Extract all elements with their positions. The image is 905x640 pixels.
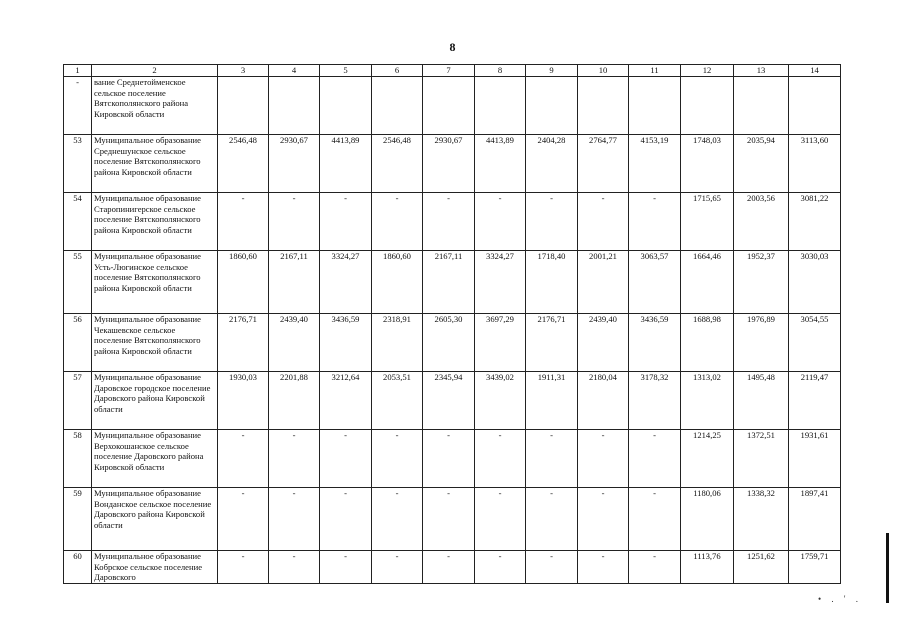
value-cell: 2201,88 xyxy=(269,372,320,430)
value-cell: 1372,51 xyxy=(734,430,789,488)
value-cell: - xyxy=(629,430,681,488)
value-cell: 1715,65 xyxy=(681,193,734,251)
header-cell: 8 xyxy=(475,65,526,77)
value-cell: 3439,02 xyxy=(475,372,526,430)
municipality-name: Муниципальное образование Вонданское сельское поселение Даровского района Кировской области xyxy=(92,488,218,551)
municipality-name: Муниципальное образование Даровское городское поселение Даровского района Кировской области xyxy=(92,372,218,430)
scan-edge-mark xyxy=(886,533,889,603)
value-cell: 1180,06 xyxy=(681,488,734,551)
value-cell: - xyxy=(269,488,320,551)
row-number: 55 xyxy=(64,251,92,314)
value-cell: - xyxy=(578,551,629,584)
value-cell: - xyxy=(475,430,526,488)
header-cell: 3 xyxy=(218,65,269,77)
value-cell: 4413,89 xyxy=(475,135,526,193)
value-cell: - xyxy=(372,193,423,251)
value-cell: 2764,77 xyxy=(578,135,629,193)
municipality-name: Муниципальное образование Усть-Люгинское сельское поселение Вятскополянского района Кировской области xyxy=(92,251,218,314)
value-cell: 2167,11 xyxy=(423,251,475,314)
value-cell: 1931,61 xyxy=(789,430,841,488)
value-cell: - xyxy=(320,193,372,251)
value-cell: 1976,89 xyxy=(734,314,789,372)
value-cell: 1759,71 xyxy=(789,551,841,584)
value-cell: 1495,48 xyxy=(734,372,789,430)
value-cell: - xyxy=(320,430,372,488)
header-cell: 11 xyxy=(629,65,681,77)
header-cell: 7 xyxy=(423,65,475,77)
row-number: 59 xyxy=(64,488,92,551)
value-cell: 1664,46 xyxy=(681,251,734,314)
value-cell: 3113,60 xyxy=(789,135,841,193)
value-cell: 2930,67 xyxy=(269,135,320,193)
value-cell xyxy=(475,77,526,135)
value-cell: 3697,29 xyxy=(475,314,526,372)
value-cell: - xyxy=(372,551,423,584)
municipality-name: Муниципальное образование Кобрское сельское поселение Даровского xyxy=(92,551,218,584)
value-cell: 2176,71 xyxy=(218,314,269,372)
value-cell: - xyxy=(475,193,526,251)
value-cell: - xyxy=(218,488,269,551)
value-cell: 4153,19 xyxy=(629,135,681,193)
value-cell: 1930,03 xyxy=(218,372,269,430)
page-number: 8 xyxy=(449,40,456,54)
value-cell: - xyxy=(526,430,578,488)
value-cell xyxy=(578,77,629,135)
row-number: - xyxy=(64,77,92,135)
value-cell: - xyxy=(629,551,681,584)
value-cell xyxy=(789,77,841,135)
value-cell: 2318,91 xyxy=(372,314,423,372)
header-row xyxy=(64,65,841,77)
value-cell: - xyxy=(629,488,681,551)
row-number: 53 xyxy=(64,135,92,193)
value-cell: - xyxy=(578,193,629,251)
value-cell: - xyxy=(269,551,320,584)
value-cell: 2404,28 xyxy=(526,135,578,193)
header-cell: 4 xyxy=(269,65,320,77)
table-row xyxy=(64,251,841,314)
municipality-name: Муниципальное образование Чекашевское сельское поселение Вятскополянского района Кировской области xyxy=(92,314,218,372)
value-cell: 2003,56 xyxy=(734,193,789,251)
value-cell: 2439,40 xyxy=(578,314,629,372)
value-cell: 3081,22 xyxy=(789,193,841,251)
header-cell: 5 xyxy=(320,65,372,77)
value-cell xyxy=(681,77,734,135)
value-cell: - xyxy=(269,193,320,251)
header-cell: 1 xyxy=(64,65,92,77)
value-cell: 3063,57 xyxy=(629,251,681,314)
value-cell: 3324,27 xyxy=(475,251,526,314)
municipality-name: Муниципальное образование Среднешунское сельское поселение Вятскополянского района Кировской области xyxy=(92,135,218,193)
value-cell: 1113,76 xyxy=(681,551,734,584)
value-cell: 2167,11 xyxy=(269,251,320,314)
value-cell xyxy=(372,77,423,135)
value-cell: - xyxy=(526,551,578,584)
value-cell xyxy=(423,77,475,135)
value-cell: 2035,94 xyxy=(734,135,789,193)
value-cell: - xyxy=(320,551,372,584)
value-cell: 4413,89 xyxy=(320,135,372,193)
value-cell: 3212,64 xyxy=(320,372,372,430)
value-cell: - xyxy=(423,551,475,584)
value-cell: 1688,98 xyxy=(681,314,734,372)
value-cell xyxy=(629,77,681,135)
value-cell: 1214,25 xyxy=(681,430,734,488)
value-cell: 1897,41 xyxy=(789,488,841,551)
value-cell: 1911,31 xyxy=(526,372,578,430)
table-row xyxy=(64,135,841,193)
value-cell: - xyxy=(423,488,475,551)
value-cell: 2001,21 xyxy=(578,251,629,314)
header-cell: 9 xyxy=(526,65,578,77)
table-row xyxy=(64,193,841,251)
value-cell: 1313,02 xyxy=(681,372,734,430)
value-cell: 1338,32 xyxy=(734,488,789,551)
municipality-name: Муниципальное образование Старопинигерское сельское поселение Вятскополянского района Кировской области xyxy=(92,193,218,251)
scan-specks: • . ' . xyxy=(818,594,863,604)
value-cell: 2546,48 xyxy=(218,135,269,193)
municipality-name: Муниципальное образование Верхокошанское сельское поселение Даровского района Кировской области xyxy=(92,430,218,488)
row-number: 60 xyxy=(64,551,92,584)
table-row xyxy=(64,488,841,551)
value-cell: - xyxy=(475,488,526,551)
value-cell: 2176,71 xyxy=(526,314,578,372)
header-cell: 6 xyxy=(372,65,423,77)
header-cell: 2 xyxy=(92,65,218,77)
table-row xyxy=(64,551,841,584)
value-cell: 2605,30 xyxy=(423,314,475,372)
value-cell: 2439,40 xyxy=(269,314,320,372)
value-cell: 3178,32 xyxy=(629,372,681,430)
value-cell: 1860,60 xyxy=(372,251,423,314)
value-cell: 3436,59 xyxy=(320,314,372,372)
value-cell: 2546,48 xyxy=(372,135,423,193)
value-cell: - xyxy=(218,193,269,251)
value-cell: 3436,59 xyxy=(629,314,681,372)
row-number: 57 xyxy=(64,372,92,430)
table-row xyxy=(64,314,841,372)
value-cell: - xyxy=(578,430,629,488)
value-cell: 1748,03 xyxy=(681,135,734,193)
value-cell: 3324,27 xyxy=(320,251,372,314)
value-cell: 3054,55 xyxy=(789,314,841,372)
table-row xyxy=(64,430,841,488)
value-cell: - xyxy=(218,430,269,488)
value-cell xyxy=(526,77,578,135)
row-number: 54 xyxy=(64,193,92,251)
value-cell: 2119,47 xyxy=(789,372,841,430)
header-cell: 13 xyxy=(734,65,789,77)
value-cell: 2053,51 xyxy=(372,372,423,430)
value-cell: - xyxy=(423,193,475,251)
value-cell: - xyxy=(372,488,423,551)
municipality-name: вание Среднетойменское сельское поселение Вятскополянского района Кировской области xyxy=(92,77,218,135)
value-cell xyxy=(269,77,320,135)
table-row xyxy=(64,372,841,430)
value-cell: - xyxy=(269,430,320,488)
header-cell: 12 xyxy=(681,65,734,77)
value-cell: 1251,62 xyxy=(734,551,789,584)
value-cell: - xyxy=(629,193,681,251)
value-cell: - xyxy=(218,551,269,584)
value-cell: 1952,37 xyxy=(734,251,789,314)
tariff-table xyxy=(63,64,841,584)
row-number: 58 xyxy=(64,430,92,488)
row-number: 56 xyxy=(64,314,92,372)
value-cell: 2345,94 xyxy=(423,372,475,430)
value-cell: - xyxy=(526,488,578,551)
header-cell: 14 xyxy=(789,65,841,77)
value-cell xyxy=(218,77,269,135)
value-cell: - xyxy=(526,193,578,251)
table-row xyxy=(64,77,841,135)
value-cell: 1860,60 xyxy=(218,251,269,314)
header-cell: 10 xyxy=(578,65,629,77)
value-cell: - xyxy=(475,551,526,584)
value-cell: - xyxy=(423,430,475,488)
value-cell: - xyxy=(320,488,372,551)
value-cell: 1718,40 xyxy=(526,251,578,314)
value-cell: 3030,03 xyxy=(789,251,841,314)
value-cell: 2180,04 xyxy=(578,372,629,430)
value-cell: - xyxy=(578,488,629,551)
value-cell: - xyxy=(372,430,423,488)
value-cell xyxy=(320,77,372,135)
value-cell: 2930,67 xyxy=(423,135,475,193)
value-cell xyxy=(734,77,789,135)
